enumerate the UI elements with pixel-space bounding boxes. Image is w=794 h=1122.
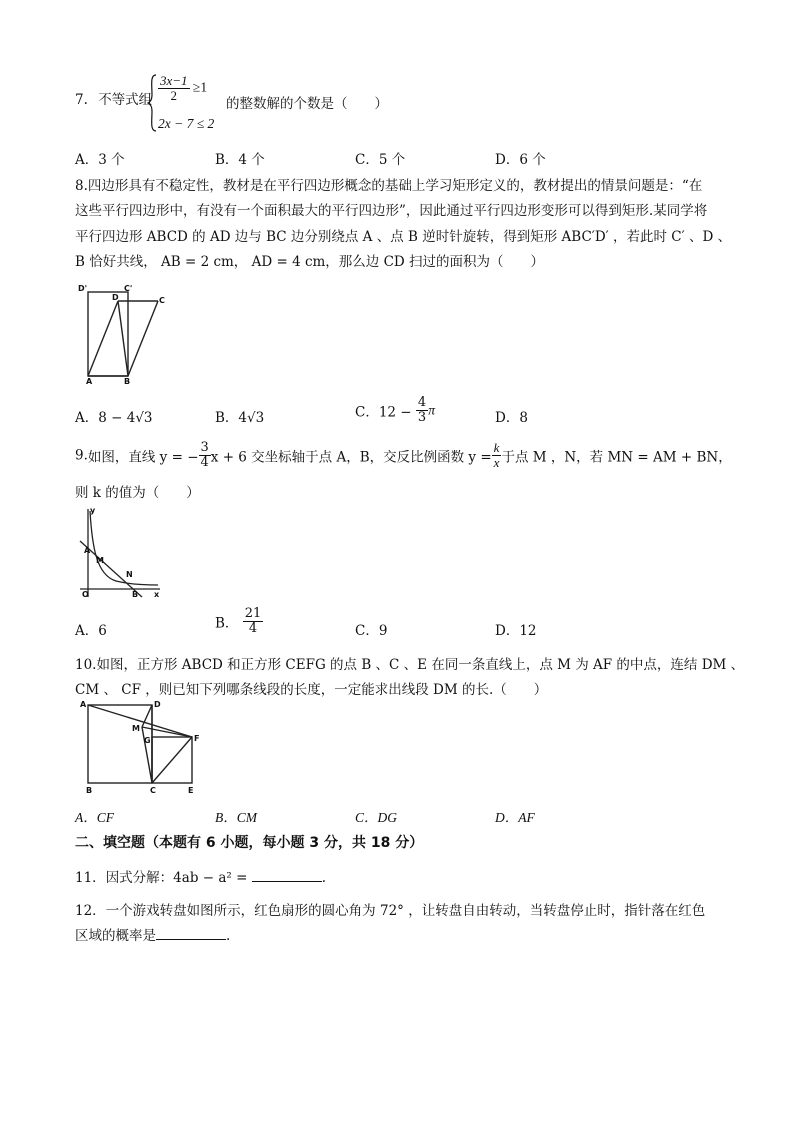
q10-label-e: E <box>188 786 194 795</box>
q10-option-b: B．CM <box>215 810 257 825</box>
q10-line-1-text: 如图，正方形 ABCD 和正方形 CEFG 的点 B 、C 、E 在同一条直线上，点 M 为 AF 的中点，连结 DM 、 <box>96 657 745 673</box>
q7-option-a: A．3 个 <box>75 152 125 168</box>
q10-line-2: CM 、 CF ，则已知下列哪条线段的长度，一定能求出线段 DM 的长.（ ） <box>75 682 548 698</box>
q10-label-a: A <box>80 700 87 709</box>
q12-line-2-text: 区域的概率是 <box>75 928 156 944</box>
q10-square-abcd <box>88 705 152 783</box>
q8-option-c-denominator: 3 <box>417 410 427 425</box>
q9-label-o: O <box>82 590 89 599</box>
q8-label-cprime: C' <box>124 284 133 293</box>
q7-stem <box>75 88 152 138</box>
q12-line-1-text: 一个游戏转盘如图所示，红色扇形的圆心角为 72° ，让转盘自由转动，当转盘停止时，指针落在红色 <box>105 903 706 919</box>
q9-line-1 <box>75 441 732 470</box>
q11-text: 因式分解：4ab − a² = <box>105 870 248 886</box>
q8-line-1-text: 四边形具有不稳定性，教材是在平行四边形概念的基础上学习矩形定义的，教材提出的情景问题是：“在 <box>87 178 703 194</box>
q9-frac2-num: k <box>493 440 500 455</box>
q12-answer-blank[interactable] <box>156 927 226 940</box>
q7-ineq1-numerator: 3x−1 <box>160 73 188 88</box>
q7-inequality-1 <box>158 74 207 103</box>
q8-option-a: A．8 − 4√3 <box>75 410 153 426</box>
q7-option-b: B．4 个 <box>215 152 265 168</box>
q7-inequality-2: 2x − 7 ≤ 2 <box>158 116 215 131</box>
q9-line-1c: 于点 M ，N，若 MN = AM + BN， <box>501 449 732 466</box>
q10-option-d: D．AF <box>495 810 535 825</box>
section-2-title: 二、填空题（本题有 6 小题，每小题 3 分，共 18 分） <box>75 835 424 851</box>
q9-label-m: M <box>96 556 104 565</box>
q9-figure <box>76 505 162 600</box>
q9-label-y: y <box>90 506 96 515</box>
q10-option-a: A．CF <box>75 810 114 825</box>
q8-line-3: 平行四边形 ABCD 的 AD 边与 BC 边分别绕点 A 、点 B 逆时针旋转，得到矩形 ABC′D′ ，若此时 C′ 、D 、 <box>75 229 732 245</box>
q9-label-a: A <box>84 546 91 555</box>
q10-figure <box>78 697 208 799</box>
q9-option-b-denominator: 4 <box>248 621 258 636</box>
q9-frac1-den: 4 <box>200 455 209 470</box>
q9-hyperbola <box>90 511 158 585</box>
q8-line-2: 这些平行四边形中，有没有一个面积最大的平行四边形”，因此通过平行四边形变形可以得到矩形.某同学将 <box>75 203 708 219</box>
q9-label-x: x <box>154 590 160 599</box>
q8-number: 8. <box>75 178 88 194</box>
q11-line: 11．因式分解：4ab − a² = . <box>75 870 327 886</box>
q8-label-d: D <box>112 293 119 302</box>
q10-label-c: C <box>150 786 156 795</box>
q8-line-4: B 恰好共线， AB = 2 cm， AD = 4 cm，那么边 CD 扫过的面积为（ ） <box>75 254 545 270</box>
q10-label-b: B <box>86 786 93 795</box>
q9-option-d: D．12 <box>495 623 537 639</box>
q8-label-b: B <box>124 377 131 385</box>
q11-answer-blank[interactable] <box>252 869 322 882</box>
q9-option-b-numerator: 21 <box>244 606 262 621</box>
q8-figure <box>76 283 172 385</box>
q7-number: 7. <box>75 92 88 108</box>
q8-option-c-numerator: 4 <box>417 395 427 410</box>
q12-number: 12． <box>75 903 106 919</box>
q9-number: 9. <box>75 447 88 464</box>
q7-option-c: C．5 个 <box>355 152 406 168</box>
q10-label-m: M <box>132 724 140 733</box>
q10-label-f: F <box>194 734 200 743</box>
q12-line-1 <box>75 899 705 919</box>
q7-option-d: D．6 个 <box>495 152 546 168</box>
q7-stem-prefix: 不等式组 <box>98 92 153 108</box>
q12-line-2: 区域的概率是 . <box>75 928 231 944</box>
q7-ineq1-denominator: 2 <box>170 88 178 103</box>
q9-option-c: C．9 <box>355 623 388 639</box>
q9-label-b: B <box>132 590 139 599</box>
q7-stem-suffix: 的整数解的个数是（ ） <box>226 96 388 112</box>
q11-number: 11． <box>75 870 106 886</box>
q9-label-n: N <box>126 570 133 579</box>
q7-brace-icon <box>146 73 158 133</box>
q8-label-dprime: D' <box>78 284 88 293</box>
q8-option-c-text: C．12 − <box>355 404 412 421</box>
q8-option-d: D．8 <box>495 410 528 426</box>
q7-ineq1-relation: ≥1 <box>192 79 208 95</box>
q10-line-1 <box>75 653 744 673</box>
q9-line-2: 则 k 的值为（ ） <box>75 485 200 501</box>
q8-label-a: A <box>86 377 93 385</box>
q10-label-d: D <box>154 700 161 709</box>
q10-label-g: G <box>144 736 151 745</box>
q10-number: 10. <box>75 657 97 673</box>
q8-option-b: B．4√3 <box>215 410 265 426</box>
q8-label-c: C <box>159 296 165 305</box>
q9-frac2-den: x <box>493 455 500 470</box>
q9-option-b-text: B． <box>215 615 239 632</box>
q8-option-c-pi: π <box>428 402 435 418</box>
q8-line-1 <box>75 174 702 194</box>
q9-line-1b: x + 6 交坐标轴于点 A，B，交反比例函数 y = <box>210 449 492 466</box>
q8-option-c <box>355 396 435 425</box>
q10-option-c: C．DG <box>355 810 398 825</box>
q9-option-a: A．6 <box>75 623 107 639</box>
q9-frac1-num: 3 <box>200 440 209 455</box>
q9-option-b <box>215 607 263 636</box>
q9-line-1a: 如图，直线 y = − <box>87 449 199 466</box>
